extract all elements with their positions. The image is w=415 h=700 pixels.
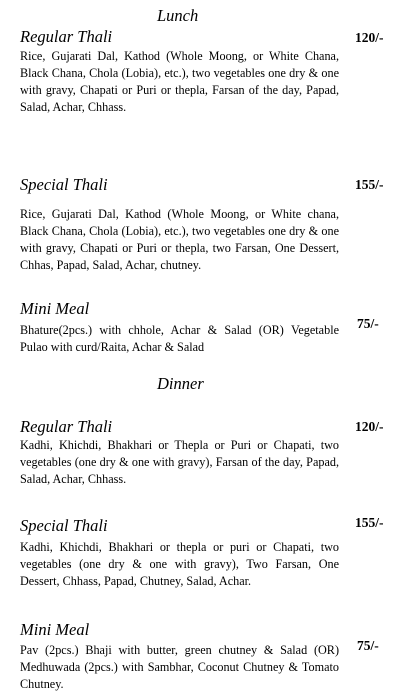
- lunch-special-thali-description: Rice, Gujarati Dal, Kathod (Whole Moong, or White chana, Black Chana, Chola (Lobia), etc.), two vegetables one dry & one with gravy, Chapati or Puri or thepla, two Farsan, One Dessert, Chhas, Papad, Salad, Achar, chutney.: [20, 207, 339, 272]
- dinner-regular-thali-title: Regular Thali: [20, 417, 113, 436]
- lunch-special-thali-price: 155/-: [355, 177, 384, 192]
- lunch-mini-meal-title: Mini Meal: [20, 299, 90, 318]
- dinner-special-thali-title: Special Thali: [20, 516, 108, 535]
- dinner-regular-thali-description: Kadhi, Khichdi, Bhakhari or Thepla or Puri or Chapati, two vegetables (one dry & one with gravy), Farsan of the day, Papad, Salad, Achar, Chhass.: [20, 438, 339, 486]
- lunch-regular-thali-price: 120/-: [355, 30, 384, 45]
- lunch-mini-meal-description: Bhature(2pcs.) with chhole, Achar & Salad (OR) Vegetable Pulao with curd/Raita, Achar & Salad: [20, 323, 339, 354]
- dinner-mini-meal-price: 75/-: [357, 638, 379, 653]
- dinner-mini-meal-title: Mini Meal: [20, 620, 90, 639]
- dinner-heading: Dinner: [157, 374, 204, 393]
- lunch-special-thali-title: Special Thali: [20, 175, 108, 194]
- dinner-special-thali-price: 155/-: [355, 515, 384, 530]
- lunch-mini-meal-price: 75/-: [357, 316, 379, 331]
- lunch-heading: Lunch: [157, 6, 199, 25]
- dinner-regular-thali-price: 120/-: [355, 419, 384, 434]
- lunch-regular-thali-description: Rice, Gujarati Dal, Kathod (Whole Moong, or White Chana, Black Chana, Chola (Lobia), etc.), two vegetables one dry & one with gravy, Chapati or Puri or thepla, Farsan of the day, Papad, Salad, Achar, Chhass.: [20, 49, 339, 114]
- dinner-special-thali-description: Kadhi, Khichdi, Bhakhari or thepla or puri or Chapati, two vegetables (one dry & one with gravy), Two Farsan, One Dessert, Chhass, Papad, Chutney, Salad, Achar.: [20, 540, 339, 588]
- dinner-mini-meal-description: Pav (2pcs.) Bhaji with butter, green chutney & Salad (OR) Medhuwada (2pcs.) with Sambhar, Coconut Chutney & Tomato Chutney.: [20, 643, 339, 691]
- lunch-regular-thali-title: Regular Thali: [20, 27, 113, 46]
